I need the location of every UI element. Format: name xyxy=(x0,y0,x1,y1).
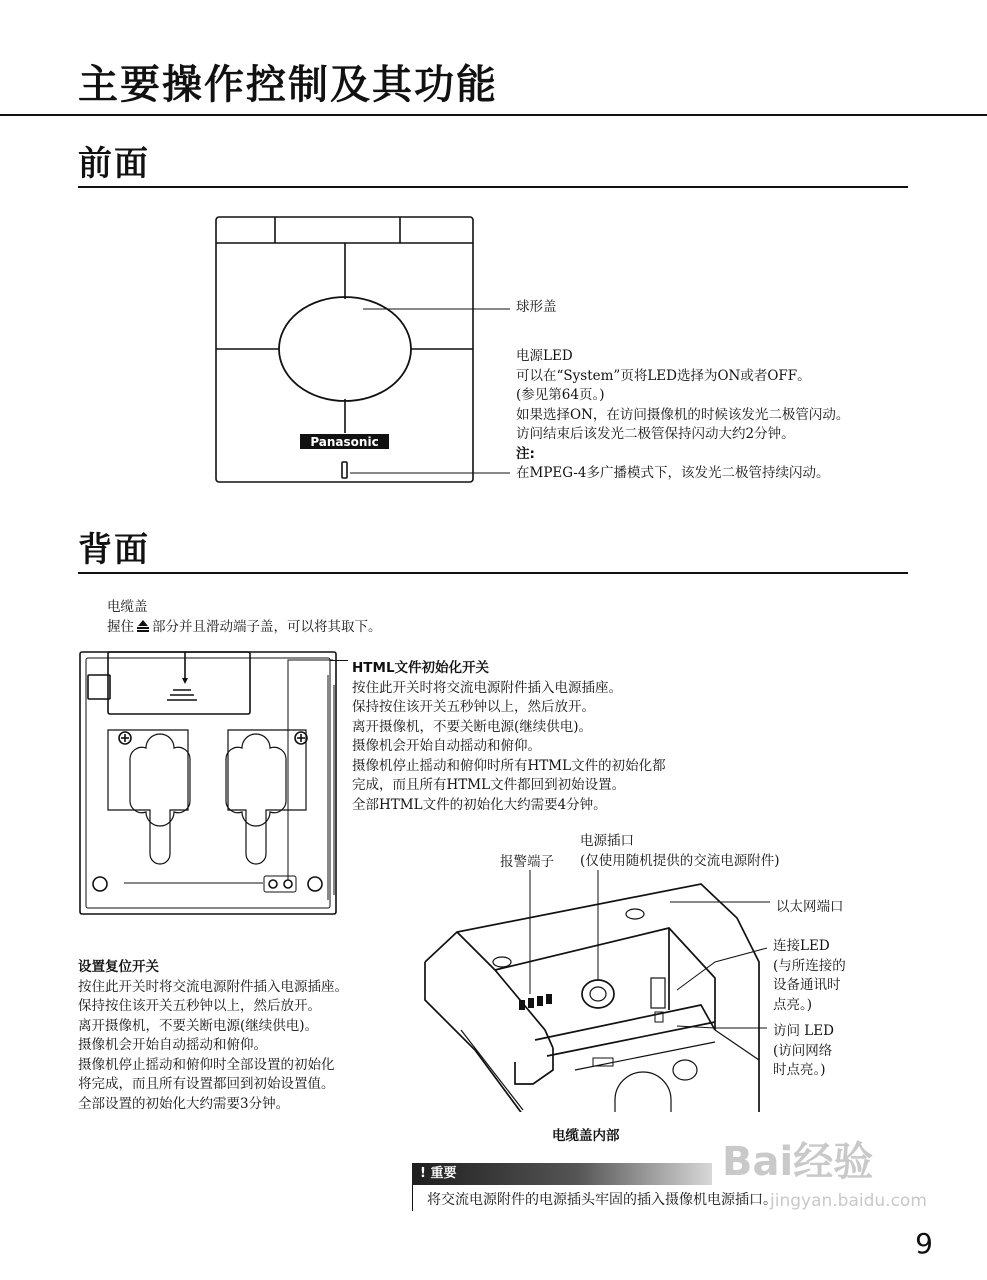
html-reset-line: 离开摄像机，不要关断电源(继续供电)。 xyxy=(352,718,593,735)
html-reset-line: 完成，而且所有HTML文件都回到初始设置。 xyxy=(352,777,626,793)
important-bar xyxy=(412,1163,712,1185)
settings-reset-line: 离开摄像机，不要关断电源(继续供电)。 xyxy=(78,1017,319,1034)
important-text: 将交流电源附件的电源插头牢固的插入摄像机电源插口。 xyxy=(427,1192,777,1208)
settings-reset-title: 设置复位开关 xyxy=(78,959,159,975)
html-reset-line: 摄像机停止摇动和俯仰时所有HTML文件的初始化都 xyxy=(352,757,666,774)
power-jack-title: 电源插口 xyxy=(580,833,634,849)
html-reset-line: 摄像机会开始自动摇动和俯仰。 xyxy=(352,738,541,754)
link-led-block xyxy=(773,937,846,1015)
dome-cover-label: 球形盖 xyxy=(516,299,557,315)
settings-reset-block xyxy=(78,958,348,1114)
cable-cover-title: 电缆盖 xyxy=(107,599,148,615)
access-led-line: 访问 LED xyxy=(773,1023,834,1039)
power-led-line: (参见第64页。) xyxy=(516,387,605,403)
settings-reset-line: 全部设置的初始化大约需要3分钟。 xyxy=(78,1095,290,1112)
page-number: 9 xyxy=(915,1227,933,1260)
power-jack-desc: (仅使用随机提供的交流电源附件) xyxy=(580,852,780,869)
front-heading: 前面 xyxy=(78,144,150,184)
power-led-note-text: 在MPEG-4多广播模式下，该发光二极管持续闪动。 xyxy=(516,465,830,481)
front-camera-diagram xyxy=(205,205,515,495)
power-jack-block xyxy=(580,832,780,871)
link-led-line: 连接LED xyxy=(773,938,830,954)
power-led-title: 电源LED xyxy=(516,348,573,364)
power-led-line: 访问结束后该发光二极管保持闪动大约2分钟。 xyxy=(516,426,795,442)
front-rule xyxy=(78,186,908,188)
title-rule xyxy=(0,114,987,116)
panasonic-logo: Panasonic xyxy=(310,435,379,449)
power-led-line: 可以在“System”页将LED选择为ON或者OFF。 xyxy=(516,367,811,384)
watermark-logo: Bai经验 xyxy=(722,1139,874,1185)
ethernet-port-label: 以太网端口 xyxy=(776,899,844,915)
settings-reset-line: 将完成，而且所有设置都回到初始设置值。 xyxy=(78,1076,335,1092)
html-reset-block xyxy=(352,659,666,815)
important-rule xyxy=(412,1185,413,1211)
html-reset-line: 按住此开关时将交流电源附件插入电源插座。 xyxy=(352,679,622,696)
html-reset-line: 保持按住该开关五秒钟以上，然后放开。 xyxy=(352,699,595,715)
access-led-block xyxy=(773,1022,834,1081)
cable-cover-desc: 握住 部分并且滑动端子盖，可以将其取下。 xyxy=(107,618,382,635)
page-title: 主要操作控制及其功能 xyxy=(78,62,498,108)
watermark-url: jingyan.baidu.com xyxy=(770,1191,927,1211)
html-reset-leader xyxy=(330,660,348,661)
power-led-line: 如果选择ON，在访问摄像机的时候该发光二极管闪动。 xyxy=(516,406,850,423)
rear-camera-diagram xyxy=(78,630,353,930)
link-led-line: 设备通讯时 xyxy=(773,977,841,993)
access-led-line: 时点亮。) xyxy=(773,1062,826,1078)
settings-reset-line: 摄像机停止摇动和俯仰时全部设置的初始化 xyxy=(78,1056,335,1073)
cable-cover-interior-caption: 电缆盖内部 xyxy=(552,1128,620,1144)
link-led-line: 点亮。) xyxy=(773,996,813,1013)
alarm-terminal-label: 报警端子 xyxy=(500,854,554,870)
settings-reset-line: 按住此开关时将交流电源附件插入电源插座。 xyxy=(78,978,348,995)
back-heading: 背面 xyxy=(78,530,150,570)
important-label: ! 重要 xyxy=(420,1166,457,1181)
html-reset-line: 全部HTML文件的初始化大约需要4分钟。 xyxy=(352,796,607,813)
back-rule xyxy=(78,572,908,574)
html-reset-title: HTML文件初始化开关 xyxy=(352,660,490,676)
settings-reset-line: 摄像机会开始自动摇动和俯仰。 xyxy=(78,1037,267,1053)
power-led-block xyxy=(516,347,849,484)
access-led-line: (访问网络 xyxy=(773,1042,833,1059)
link-led-line: (与所连接的 xyxy=(773,957,846,974)
settings-reset-line: 保持按住该开关五秒钟以上，然后放开。 xyxy=(78,998,321,1014)
cable-cover-interior-diagram xyxy=(415,870,775,1115)
power-led-note-label: 注: xyxy=(516,445,535,462)
